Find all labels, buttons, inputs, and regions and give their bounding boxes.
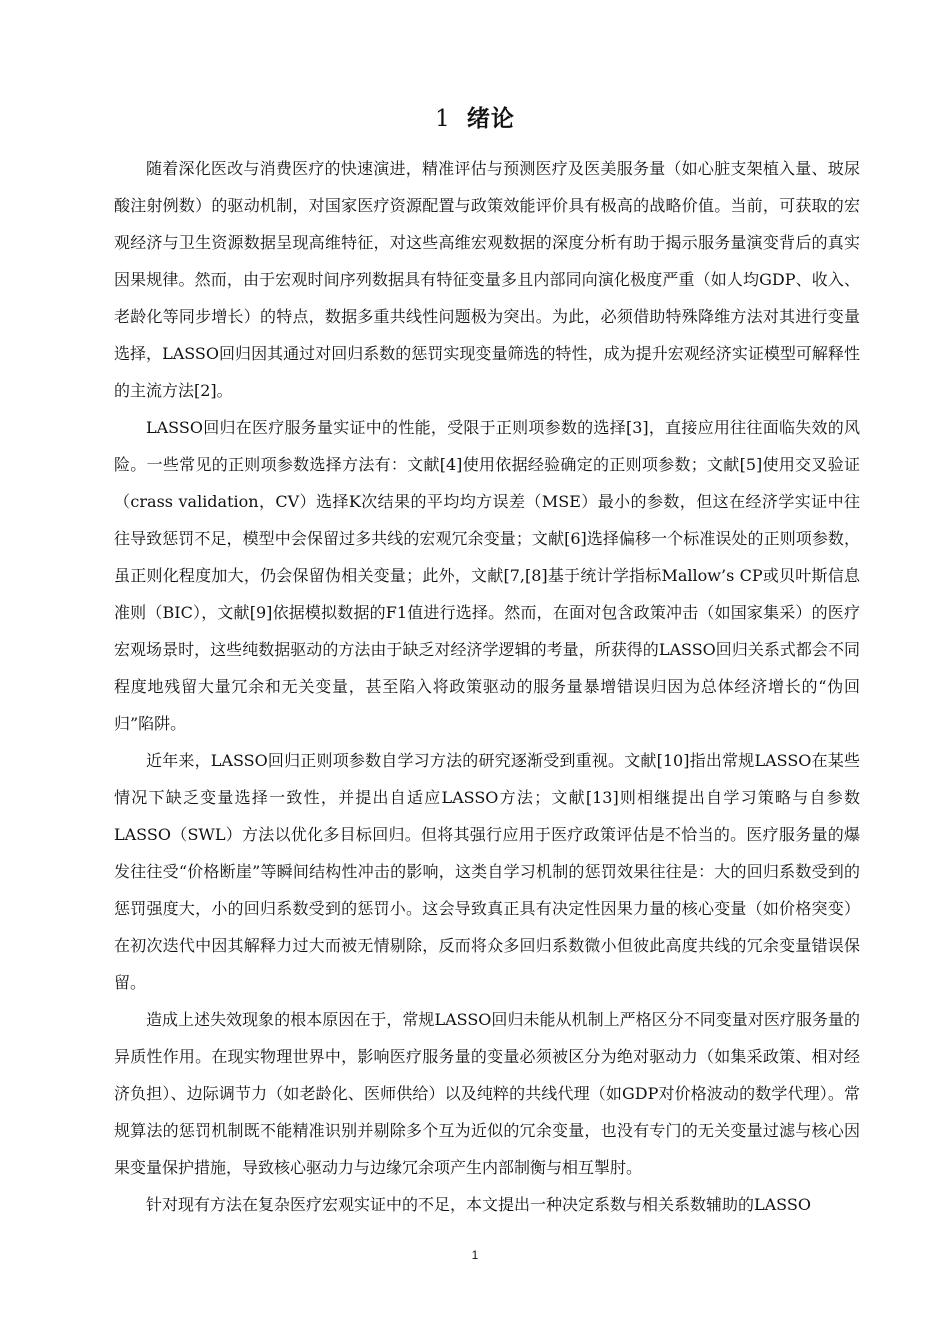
paragraph: 近年来，LASSO回归正则项参数自学习方法的研究逐渐受到重视。文献[10]指出常规LASSO在某些情况下缺乏变量选择一致性，并提出自适应LASSO方法；文献[13]则相继提出自学习策略与自参数LASSO（SWL）方法以优化多目标回归。但将其强行应用于医疗政策评估是不恰当的。医疗服务量的爆发往往受“价格断崖”等瞬间结构性冲击的影响，这类自学习机制的惩罚效果往往是：大的回归系数受到的惩罚强度大，小的回归系数受到的惩罚小。这会导致真正具有决定性因果力量的核心变量（如价格突变）在初次迭代中因其解释力过大而被无情剔除，反而将众多回归系数微小但彼此高度共线的冗余变量错误保留。 xyxy=(114,751,860,992)
body-text xyxy=(114,150,860,1223)
section-number: 1 xyxy=(435,106,451,132)
paragraph: 针对现有方法在复杂医疗宏观实证中的不足，本文提出一种决定系数与相关系数辅助的LASSO xyxy=(146,1195,811,1214)
paragraph: 随着深化医改与消费医疗的快速演进，精准评估与预测医疗及医美服务量（如心脏支架植入量、玻尿酸注射例数）的驱动机制，对国家医疗资源配置与政策效能评价具有极高的战略价值。当前，可获取的宏观经济与卫生资源数据呈现高维特征，对这些高维宏观数据的深度分析有助于揭示服务量演变背后的真实因果规律。然而，由于宏观时间序列数据具有特征变量多且内部同向演化极度严重（如人均GDP、收入、老龄化等同步增长）的特点，数据多重共线性问题极为突出。为此，必须借助特殊降维方法对其进行变量选择，LASSO回归因其通过对回归系数的惩罚实现变量筛选的特性，成为提升宏观经济实证模型可解释性的主流方法[2]。 xyxy=(114,159,860,400)
section-title: 绪论 xyxy=(466,106,515,132)
paragraph: LASSO回归在医疗服务量实证中的性能，受限于正则项参数的选择[3]，直接应用往往面临失效的风险。一些常见的正则项参数选择方法有：文献[4]使用依据经验确定的正则项参数；文献[5]使用交叉验证（crass validation，CV）选择K次结果的平均均方误差（MSE）最小的参数，但这在经济学实证中往往导致惩罚不足，模型中会保留过多共线的宏观冗余变量；文献[6]选择偏移一个标准误处的正则项参数，虽正则化程度加大，仍会保留伪相关变量；此外，文献[7,[8]基于统计学指标Mallow’s CP或贝叶斯信息准则（BIC），文献[9]依据模拟数据的F1值进行选择。然而，在面对包含政策冲击（如国家集采）的医疗宏观场景时，这些纯数据驱动的方法由于缺乏对经济学逻辑的考量，所获得的LASSO回归关系式都会不同程度地残留大量冗余和无关变量，甚至陷入将政策驱动的服务量暴增错误归因为总体经济增长的“伪回归”陷阱。 xyxy=(114,418,860,733)
paragraph: 造成上述失效现象的根本原因在于，常规LASSO回归未能从机制上严格区分不同变量对医疗服务量的异质性作用。在现实物理世界中，影响医疗服务量的变量必须被区分为绝对驱动力（如集采政策、相对经济负担）、边际调节力（如老龄化、医师供给）以及纯粹的共线代理（如GDP对价格波动的数学代理）。常规算法的惩罚机制既不能精准识别并剔除多个互为近似的冗余变量，也没有专门的无关变量过滤与核心因果变量保护措施，导致核心驱动力与边缘冗余项产生内部制衡与相互掣肘。 xyxy=(114,1010,860,1177)
section-heading xyxy=(0,100,950,133)
page-number: 1 xyxy=(471,1248,479,1262)
